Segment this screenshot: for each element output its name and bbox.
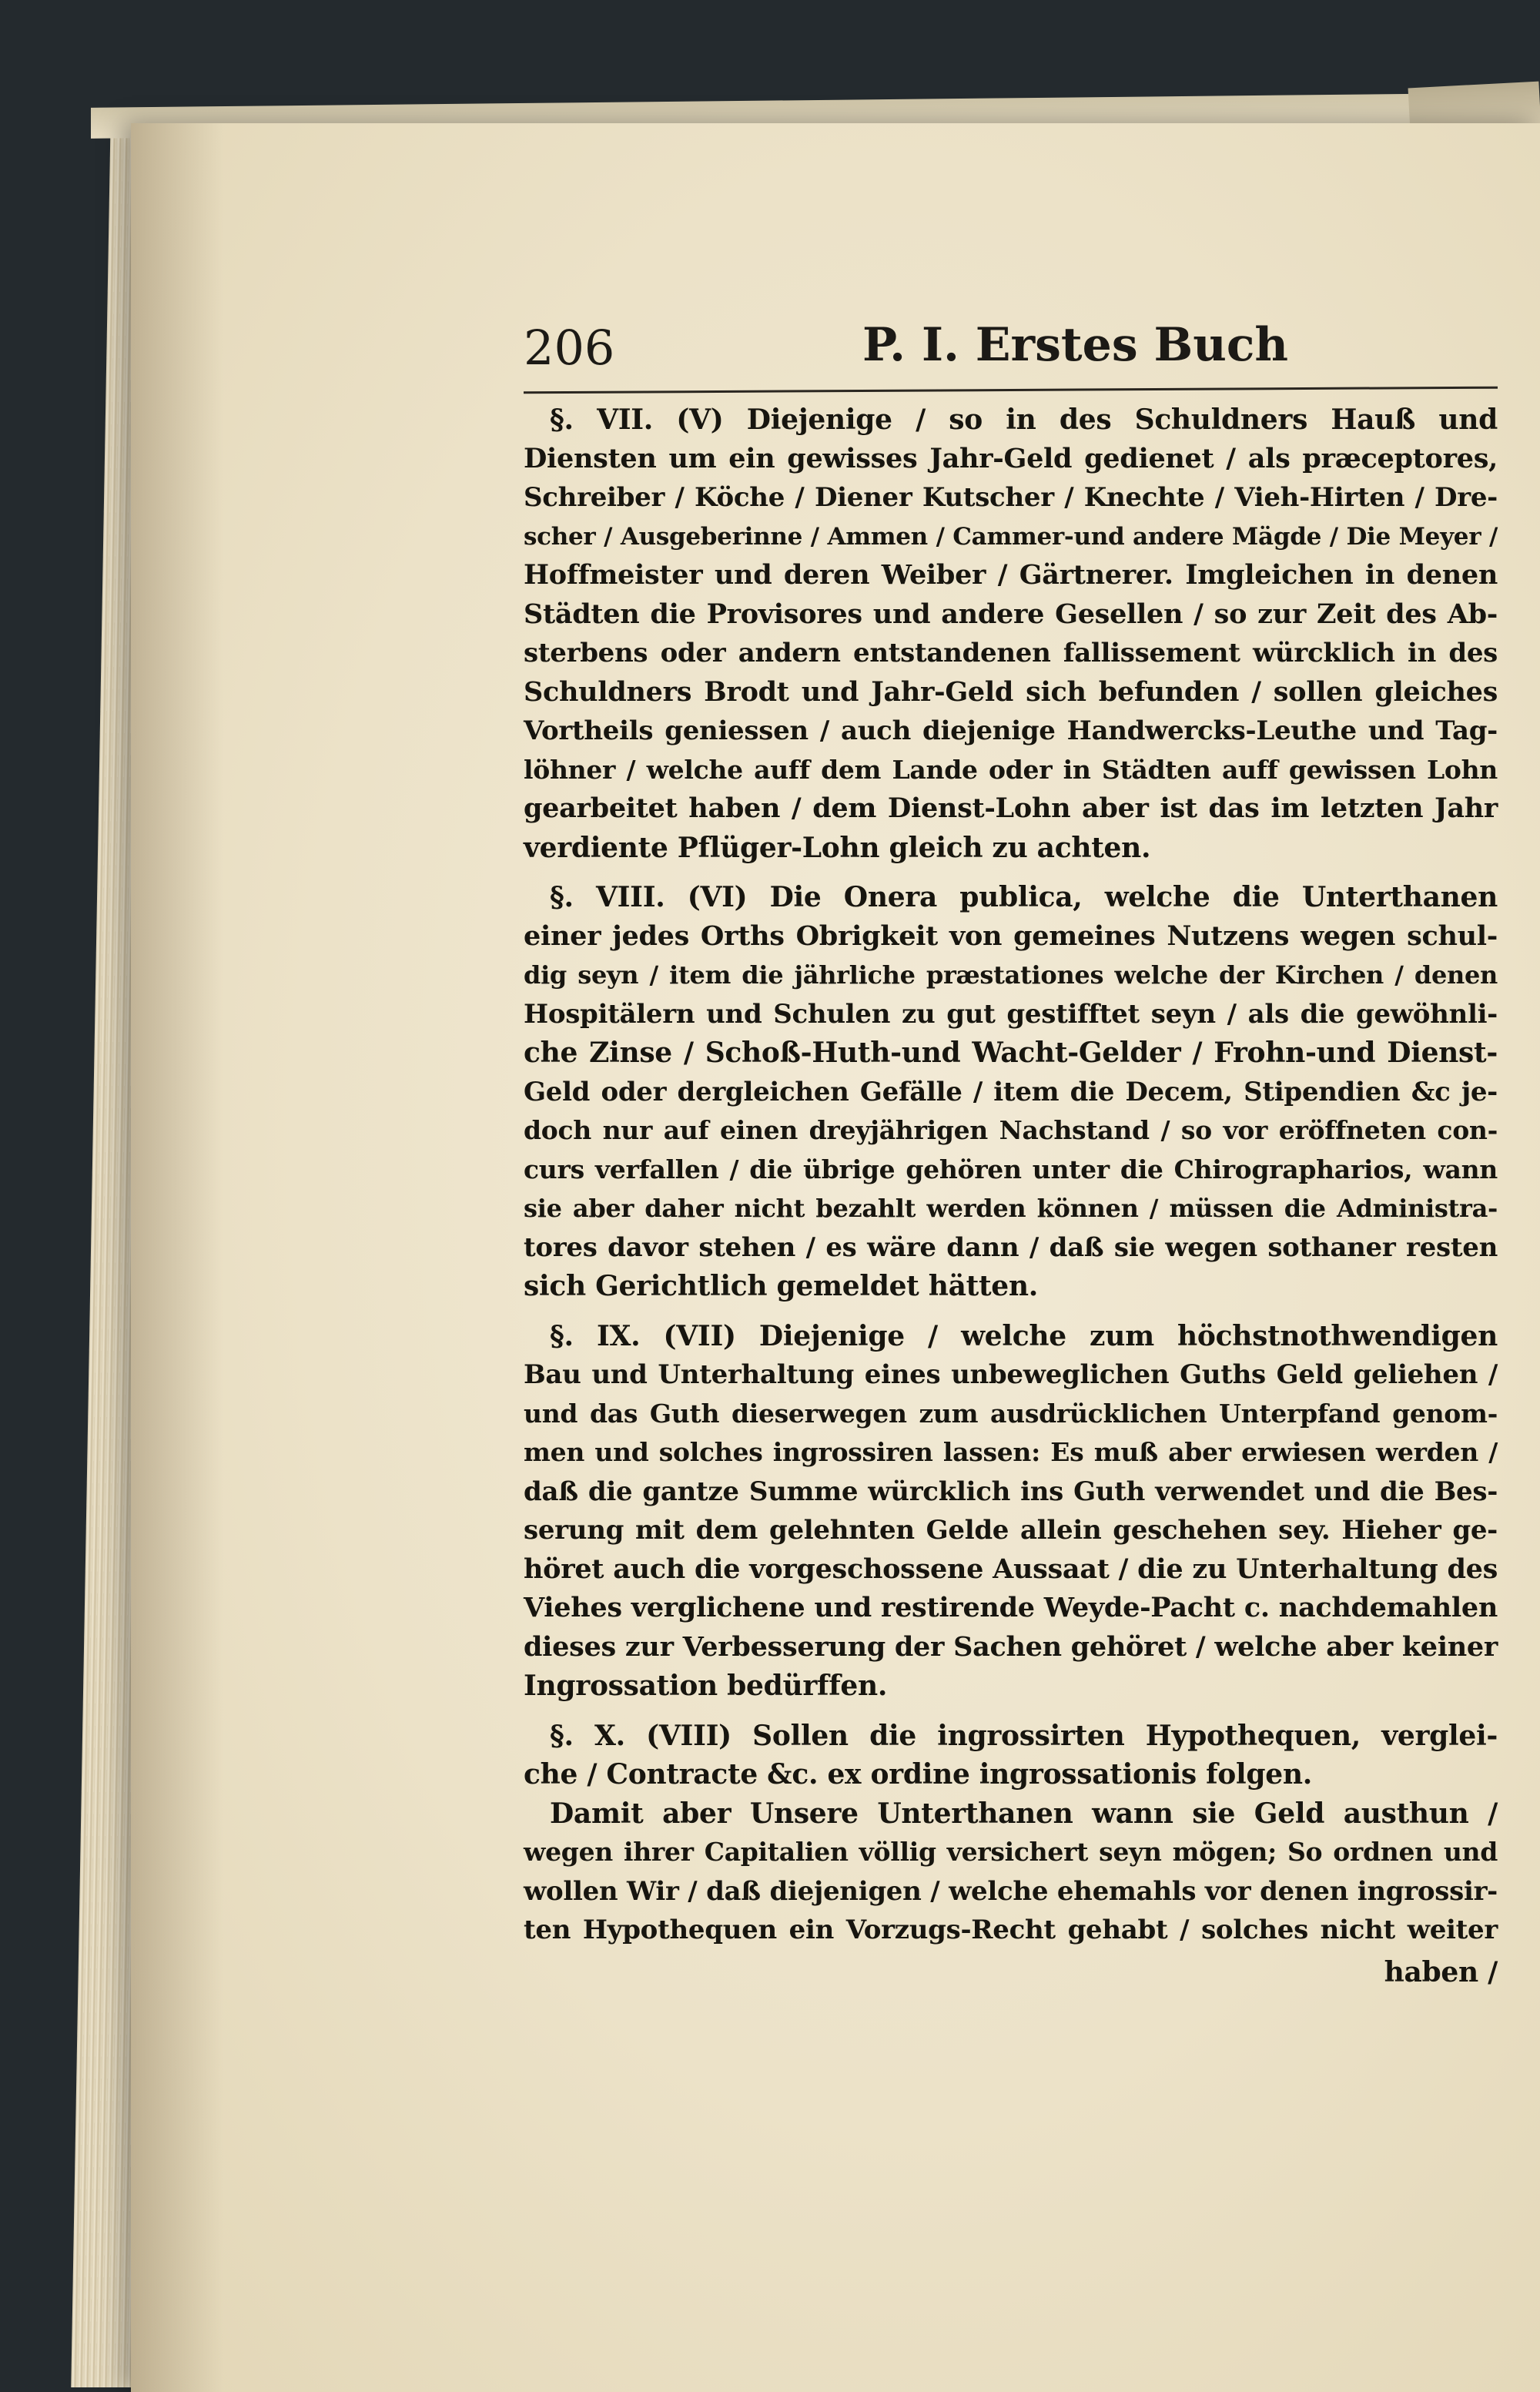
text-line: Schreiber / Köche / Diener Kutscher / Knechte / Vieh-Hirten / Dre-	[524, 482, 1498, 513]
page-header	[524, 320, 1486, 381]
text-line: einer jedes Orths Obrigkeit von gemeines Nutzens wegen schul-	[524, 920, 1498, 952]
text-line: curs verfallen / die übrige gehören unter die Chirographarios, wann	[524, 1154, 1498, 1184]
text-line: höret auch die vorgeschossene Aussaat / die zu Unterhaltung des	[524, 1553, 1498, 1585]
text-line: sie aber daher nicht bezahlt werden können / müssen die Administra-	[524, 1194, 1498, 1223]
text-line: §. VIII. (VI) Die Onera publica, welche die Unterthanen	[550, 881, 1498, 913]
body-text	[524, 400, 1498, 1992]
text-line: verdiente Pflüger-Lohn gleich zu achten.	[524, 831, 1151, 864]
text-line: löhner / welche auff dem Lande oder in Städten auff gewissen Lohn	[524, 754, 1498, 785]
text-line: sich Gerichtlich gemeldet hätten.	[524, 1270, 1039, 1302]
text-line: Viehes verglichene und restirende Weyde-Pacht c. nachdemahlen	[524, 1592, 1498, 1623]
text-line: Ingrossation bedürffen.	[524, 1670, 888, 1702]
paragraph-section-9	[524, 1317, 1498, 1706]
text-line: wegen ihrer Capitalien völlig versichert seyn mögen; So ordnen und	[524, 1837, 1498, 1867]
text-line: gearbeitet haben / dem Dienst-Lohn aber ist das im letzten Jahr	[524, 792, 1498, 824]
text-line: Städten die Provisores und andere Gesellen / so zur Zeit des Ab-	[524, 598, 1498, 630]
text-line: tores davor stehen / es wäre dann / daß sie wegen sothaner resten	[524, 1231, 1498, 1263]
text-line: und das Guth dieserwegen zum ausdrücklichen Unterpfand genom-	[524, 1398, 1498, 1429]
text-line: Hospitälern und Schulen zu gut gestifftet seyn / als die gewöhnli-	[524, 998, 1498, 1030]
text-line: che / Contracte &c. ex ordine ingrossationis folgen.	[524, 1758, 1312, 1791]
paragraph-section-8	[524, 878, 1498, 1306]
text-line: che Zinse / Schoß-Huth-und Wacht-Gelder / Frohn-und Dienst-	[524, 1037, 1498, 1069]
paragraph-section-7	[524, 400, 1498, 867]
text-line: Diensten um ein gewisses Jahr-Geld gedienet / als præceptores,	[524, 442, 1498, 474]
text-line: men und solches ingrossiren lassen: Es muß aber erwiesen werden /	[524, 1437, 1498, 1467]
text-line: ten Hypothequen ein Vorzugs-Recht gehabt / solches nicht weiter	[524, 1915, 1498, 1945]
running-title: P. I. Erstes Buch	[862, 318, 1288, 372]
text-line: Hoffmeister und deren Weiber / Gärtnerer. Imgleichen in denen	[524, 559, 1498, 591]
text-line: dieses zur Verbesserung der Sachen gehöret / welche aber keiner	[524, 1630, 1498, 1663]
text-line: serung mit dem gelehnten Gelde allein geschehen sey. Hieher ge-	[524, 1515, 1498, 1546]
text-line: Bau und Unterhaltung eines unbeweglichen Guths Geld geliehen /	[524, 1359, 1498, 1390]
text-line: Vortheils geniessen / auch diejenige Handwercks-Leuthe und Tag-	[524, 715, 1498, 746]
paragraph-section-10-continued	[524, 1794, 1498, 1950]
text-line: sterbens oder andern entstandenen fallissement würcklich in des	[524, 638, 1498, 668]
text-line: §. VII. (V) Diejenige / so in des Schuldners Hauß und	[550, 404, 1498, 436]
text-line: doch nur auf einen dreyjährigen Nachstand / so vor eröffneten con-	[524, 1115, 1498, 1145]
text-line: Geld oder dergleichen Gefälle / item die Decem, Stipendien &c je-	[524, 1076, 1498, 1107]
text-line: §. IX. (VII) Diejenige / welche zum höchstnothwendigen	[550, 1319, 1498, 1352]
text-line: §. X. (VIII) Sollen die ingrossirten Hypothequen, verglei-	[550, 1719, 1498, 1752]
text-line: wollen Wir / daß diejenigen / welche ehemahls vor denen ingrossir-	[524, 1875, 1498, 1907]
text-line: dig seyn / item die jährliche præstationes welche der Kirchen / denen	[524, 960, 1498, 990]
gutter-shadow	[131, 123, 223, 2392]
page-number: 206	[524, 320, 615, 376]
text-line: scher / Ausgeberinne / Ammen / Cammer-und andere Mägde / Die Meyer /	[524, 522, 1498, 551]
paragraph-section-10	[524, 1717, 1498, 1794]
text-line: Schuldners Brodt und Jahr-Geld sich befunden / sollen gleiches	[524, 675, 1498, 708]
text-line: daß die gantze Summe würcklich ins Guth verwendet und die Bes-	[524, 1476, 1498, 1507]
text-line: Damit aber Unsere Unterthanen wann sie Geld austhun /	[550, 1797, 1498, 1830]
catchword: haben /	[1384, 1955, 1498, 1988]
